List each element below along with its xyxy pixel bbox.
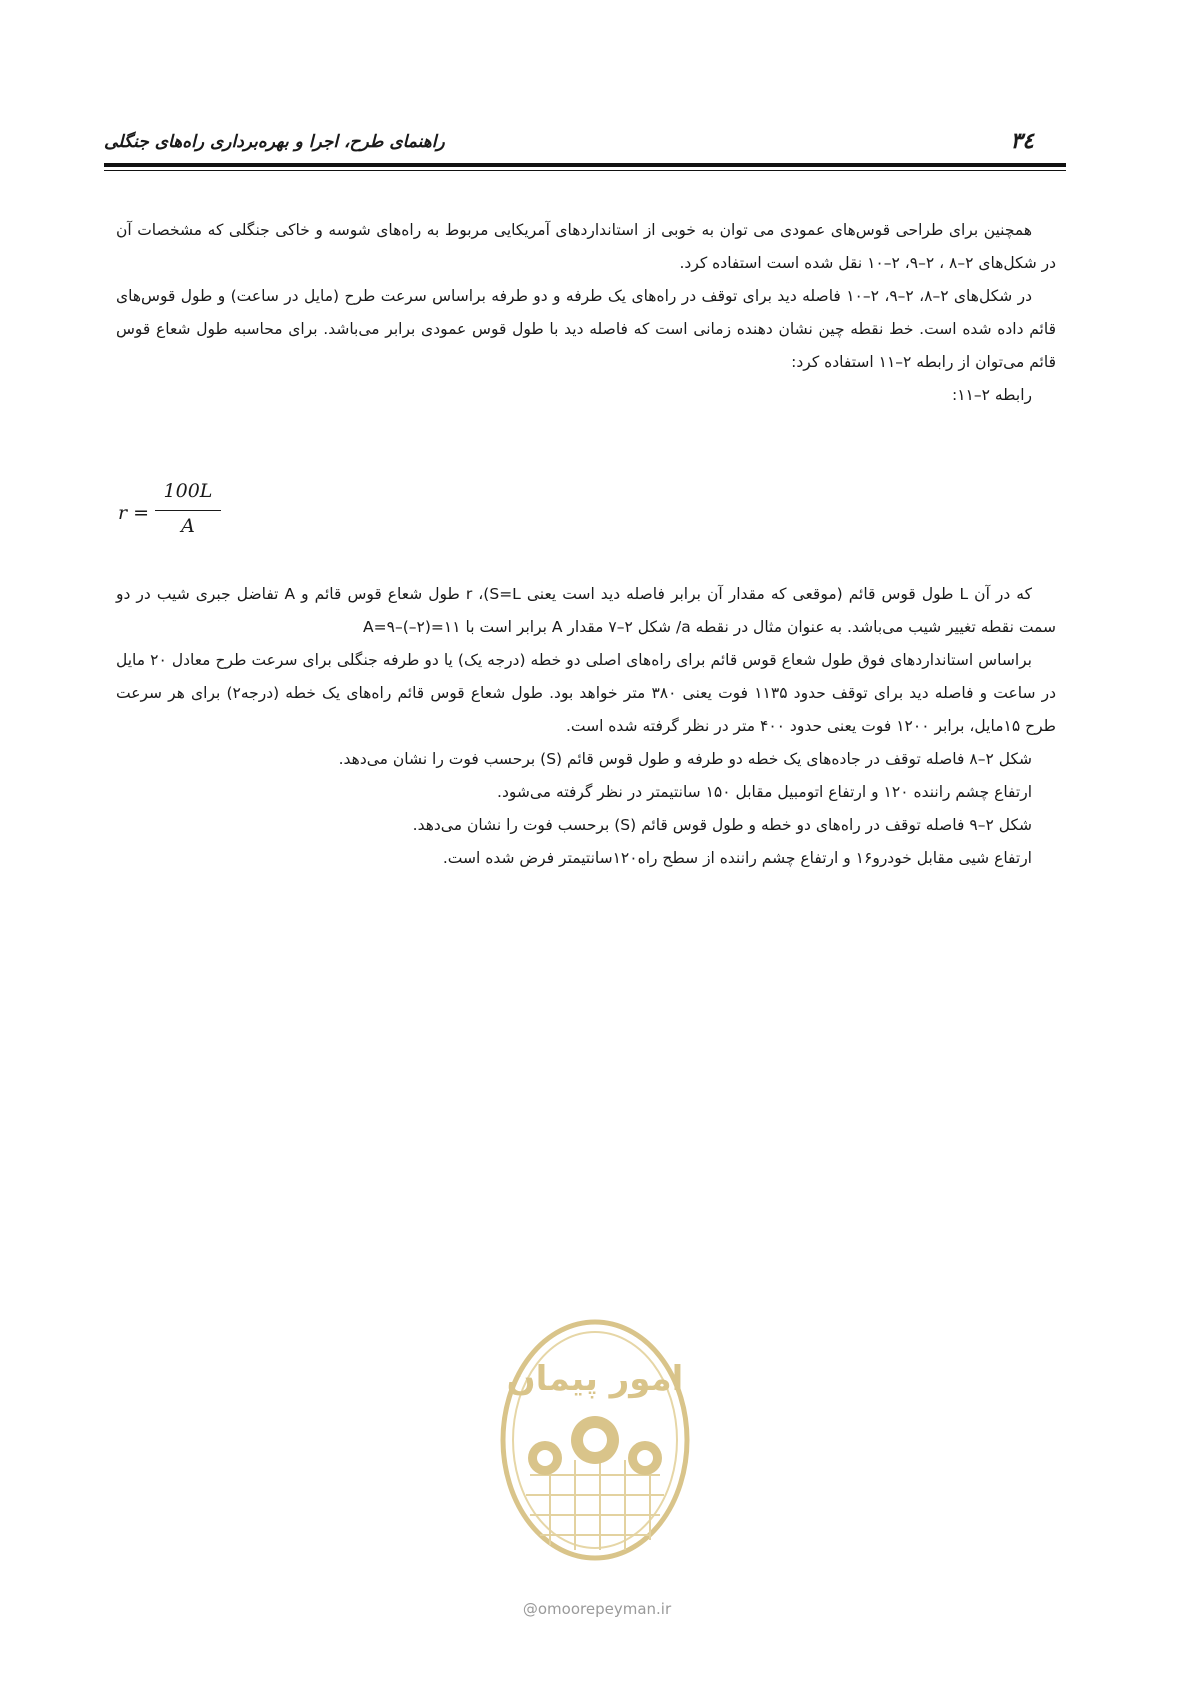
seal-icon [490,1310,700,1600]
paragraph-1: همچنین برای طراحی قوس‌های عمودی می توان به خوبی از استانداردهای آمریکایی مربوط به راه‌های شوسه و خاکی جنگلی که مشخصات آن در شکل‌های ۲–۸ ، ۲–۹، ۲–۱۰ نقل شده است استفاده کرد. [116,221,1056,272]
paragraph-6: شکل ۲–۸ فاصله توقف در جاده‌های یک خطه دو طرفه و طول قوس قائم (S) برحسب فوت را نشان می‌دهد. [338,750,1032,768]
paragraph-7: ارتفاع چشم راننده ۱۲۰ و ارتفاع اتومبیل مقابل ۱۵۰ سانتیمتر در نظر گرفته می‌شود. [497,783,1032,801]
page-number: ۳٤ [1010,128,1034,154]
paragraph-4: که در آن L طول قوس قائم (موقعی که مقدار آن برابر فاصله دید است یعنی S=L)، r طول شعاع قوس قائم و A تفاضل جبری شیب در دو سمت نقطه تغییر شیب می‌باشد. به عنوان مثال در نقطه a/ شکل ۲–۷ مقدار A برابر است با ۱۱=(۲–)–۹=A [116,585,1056,636]
page-header [104,118,1064,158]
body-text-bottom [116,578,1056,875]
paragraph-5: براساس استانداردهای فوق طول شعاع قوس قائم برای راه‌های اصلی دو خطه (درجه یک) یا دو طرفه جنگلی برای سرعت طرح معادل ۲۰ مایل در ساعت و فاصله دید برای توقف حدود ۱۱۳۵ فوت یعنی ۳۸۰ متر خواهد بود. طول شعاع قوس قائم راه‌های یک خطه (درجه۲) برای هر سرعت طرح ۱۵مایل، برابر ۱۲۰۰ فوت یعنی حدود ۴۰۰ متر در نظر گرفته شده است. [116,651,1056,735]
header-rule-thick [104,163,1066,167]
fraction-bar [155,510,221,511]
watermark-caption: @omoorepeyman.ir [522,1600,672,1618]
formula-numerator: 100L [163,480,213,502]
formula-denominator: A [181,515,195,537]
formula-fraction [155,480,221,537]
paragraph-3: رابطه ۲–۱۱: [951,386,1032,404]
paragraph-9: ارتفاع شیی مقابل خودرو۱۶ و ارتفاع چشم راننده از سطح راه۱۲۰سانتیمتر فرض شده است. [442,849,1032,867]
body-text-top [116,214,1056,412]
paragraph-8: شکل ۲–۹ فاصله توقف در راه‌های دو خطه و طول قوس قائم (S) برحسب فوت را نشان می‌دهد. [412,816,1032,834]
logo-text: امور پیمان [506,1359,684,1399]
formula-lhs: r = [118,502,150,524]
running-title: راهنمای طرح، اجرا و بهره‌برداری راه‌های جنگلی [104,132,445,152]
paragraph-2: در شکل‌های ۲–۸، ۲–۹، ۲–۱۰ فاصله دید برای توقف در راه‌های یک طرفه و دو طرفه براساس سرعت طرح (مایل در ساعت) و طول قوس‌های قائم داده شده است. خط نقطه چین نشان دهنده زمانی است که فاصله دید با طول قوس عمودی برابر می‌باشد. برای محاسبه طول شعاع قوس قائم می‌توان از رابطه ۲–۱۱ استفاده کرد: [116,287,1056,371]
header-rule-thin [104,170,1066,171]
watermark-logo [490,1310,700,1600]
